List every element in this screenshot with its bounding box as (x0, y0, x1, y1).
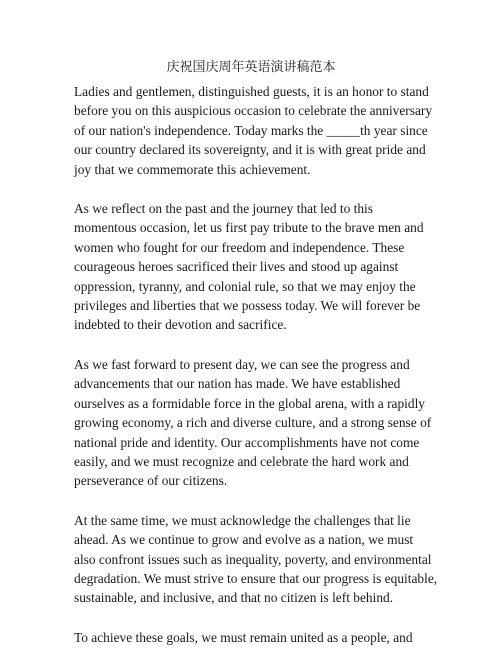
paragraph-3 (74, 355, 434, 491)
paragraph-line: oppression, tyranny, and colonial rule, so that we may enjoy the (74, 278, 416, 294)
paragraph-line: courageous heroes sacrificed their lives and stood up against (74, 259, 399, 275)
paragraph-line: easily, and we must recognize and celebrate the hard work and (74, 453, 409, 469)
paragraph-line: perseverance of our citizens. (74, 473, 228, 489)
paragraph-1 (74, 82, 434, 179)
paragraph-line: sustainable, and inclusive, and that no citizen is left behind. (74, 590, 394, 606)
paragraph-line: degradation. We must strive to ensure that our progress is equitable, (74, 570, 438, 586)
paragraph-4 (74, 511, 438, 608)
paragraph-line: As we reflect on the past and the journey that led to this (74, 201, 373, 217)
paragraph-line: ourselves as a formidable force in the global arena, with a rapidly (74, 395, 426, 411)
paragraph-line: also confront issues such as inequality, poverty, and environmental (74, 551, 432, 567)
paragraph-2 (74, 199, 434, 335)
document-title: 庆祝国庆周年英语演讲稿范本 (166, 60, 336, 75)
paragraph-line: our country declared its sovereignty, and it is with great pride and (74, 142, 426, 158)
paragraph-line: growing economy, a rich and diverse culture, and a strong sense of (74, 415, 432, 431)
paragraph-line: Ladies and gentlemen, distinguished guests, it is an honor to stand (74, 84, 429, 99)
paragraph-line: indebted to their devotion and sacrifice. (74, 317, 287, 333)
paragraph-line: before you on this auspicious occasion to celebrate the anniversary (74, 103, 433, 119)
paragraph-line: of our nation's independence. Today marks the _____th year since (74, 122, 428, 138)
paragraph-line: At the same time, we must acknowledge the challenges that lie (74, 512, 411, 528)
paragraph-line: momentous occasion, let us first pay tribute to the brave men and (74, 220, 424, 236)
paragraph-line: joy that we commemorate this achievement. (74, 161, 311, 177)
paragraph-line: women who fought for our freedom and independence. These (74, 239, 405, 255)
paragraph-line: privileges and liberties that we possess today. We will forever be (74, 298, 421, 314)
paragraph-line: national pride and identity. Our accomplishments have not come (74, 434, 420, 450)
document-body (74, 82, 438, 667)
paragraph-line: As we fast forward to present day, we can see the progress and (74, 356, 410, 372)
paragraph-line: ahead. As we continue to grow and evolve as a nation, we must (74, 532, 414, 548)
paragraph-line: advancements that our nation has made. We have established (74, 376, 401, 392)
paragraph-5 (74, 628, 434, 647)
paragraph-line: To achieve these goals, we must remain united as a people, and (74, 629, 413, 645)
